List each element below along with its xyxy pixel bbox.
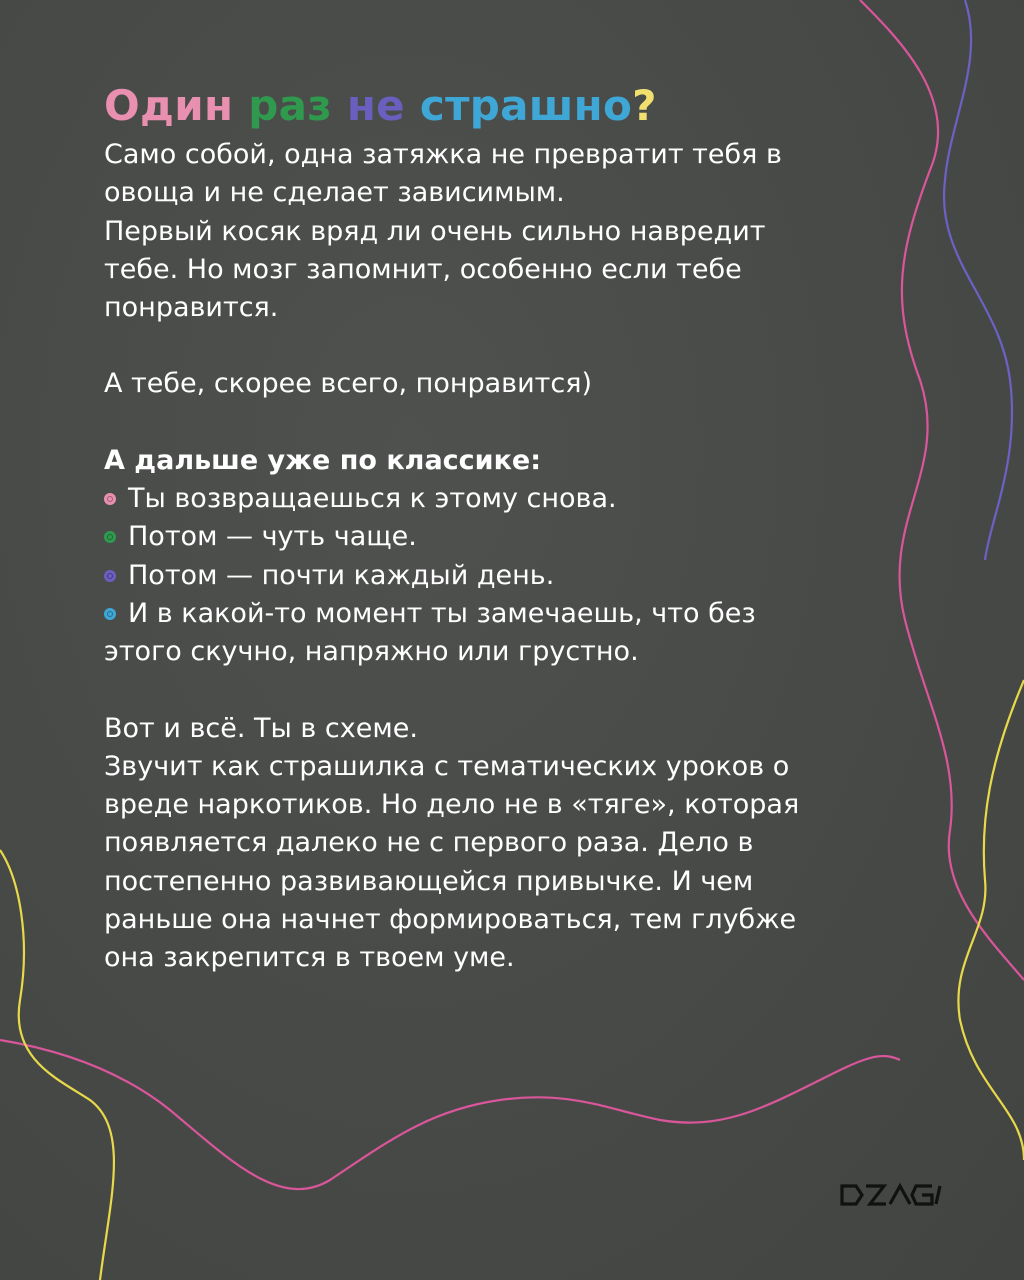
list-item [104,595,924,633]
list-item-text: Потом — чуть чаще. [128,521,417,553]
list-item [104,557,924,595]
pink-dot-icon [104,493,116,505]
text-line: появляется далеко не с первого раза. Дело в [104,827,754,859]
blue-dot-icon [104,608,116,620]
bullet-list [104,480,924,671]
purple-dot-icon [104,570,116,582]
title-word: страшно [419,81,633,130]
title-word: не [346,81,420,130]
pink-line-bottom [0,1040,900,1189]
text-line: Звучит как страшилка с тематических уроков о [104,750,790,782]
text-line: Само собой, одна затяжка не превратит тебя в [104,139,782,170]
list-item-text: И в какой-то момент ты замечаешь, что без [128,597,756,629]
brand-logo [840,1180,952,1210]
text-line: тебе. Но мозг запомнит, особенно если тебе [104,253,742,285]
text-line: вреде наркотиков. Но дело не в «тяге», которая [104,789,800,821]
list-item-text: Ты возвращаешься к этому снова. [128,483,617,515]
text-line: Первый косяк вряд ли очень сильно навредит [104,215,766,247]
title-word: Один [104,81,249,130]
list-item [104,518,924,556]
yellow-squiggle-right [958,680,1024,1160]
text-line: понравится. [104,292,279,324]
text-line: Вот и всё. Ты в схеме. [104,712,418,744]
second-paragraph: А тебе, скорее всего, понравится) [104,368,592,400]
green-dot-icon [104,531,116,543]
text-line: она закрепится в твоем уме. [104,942,515,974]
title-text [104,81,657,130]
list-item-continuation: этого скучно, напряжно или грустно. [104,636,639,668]
main-content [104,76,924,978]
yellow-line-left [0,850,114,1280]
list-item [104,480,924,518]
text-line: постепенно развивающейся привычке. И чем [104,865,754,897]
purple-squiggle-right [944,0,1012,560]
intro-paragraph [104,136,924,327]
text-line: раньше она начнет формироваться, тем глубже [104,904,797,936]
page-title [104,76,924,136]
text-line: овоща и не сделает зависимым. [104,177,565,209]
title-word: раз [248,81,347,130]
list-heading: А дальше уже по классике: [104,444,542,476]
title-word: ? [632,81,657,130]
list-item-text: Потом — почти каждый день. [128,559,555,591]
closing-paragraph [104,710,924,978]
